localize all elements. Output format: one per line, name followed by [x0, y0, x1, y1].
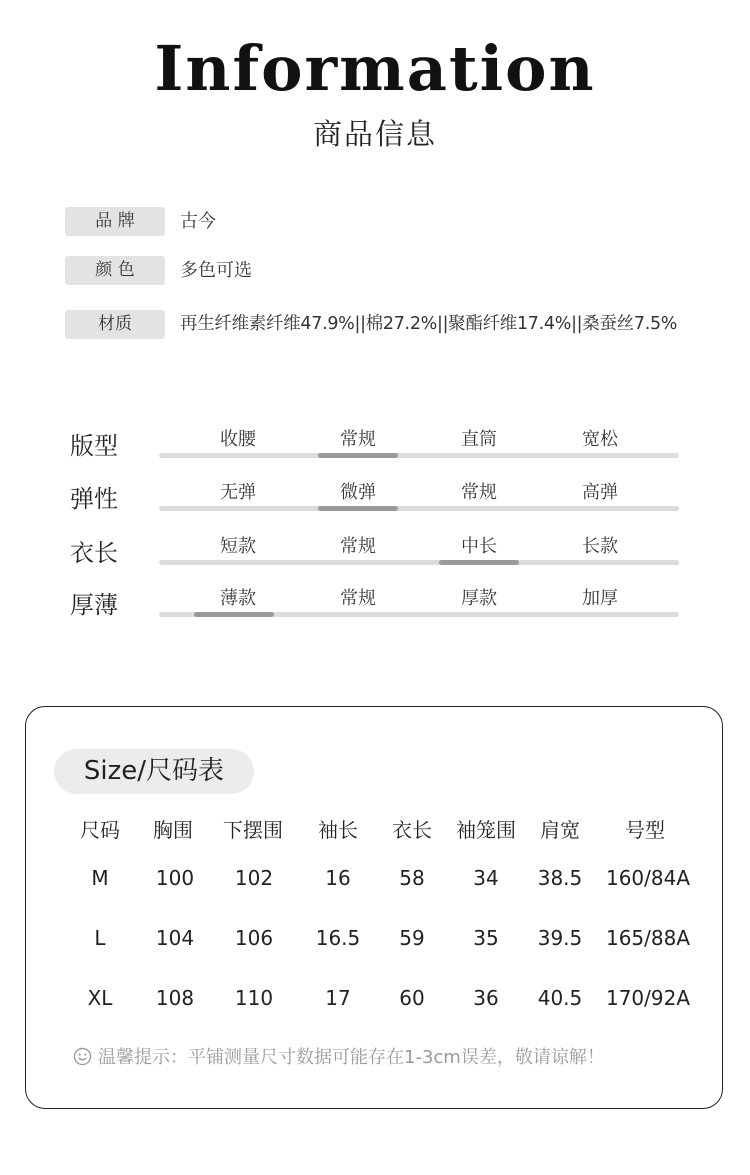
attribute-option: 薄款	[220, 588, 256, 609]
size-table-cell: 16	[325, 866, 351, 890]
size-table-header: 号型	[625, 818, 665, 842]
attribute-selected-marker	[318, 506, 398, 511]
size-table-cell: 38.5	[537, 866, 583, 890]
attribute-option: 中长	[461, 536, 497, 557]
attribute-name: 弹性	[70, 485, 118, 513]
attribute-option: 常规	[340, 588, 376, 609]
size-table-cell: 39.5	[537, 926, 583, 950]
size-table-cell: 40.5	[537, 986, 583, 1010]
size-table-cell: 34	[473, 866, 499, 890]
size-chart-title: Size/尺码表	[54, 749, 254, 794]
attribute-option: 加厚	[582, 588, 618, 609]
material-label: 材质	[65, 310, 165, 339]
size-table-cell: XL	[87, 986, 113, 1010]
size-table-header: 胸围	[153, 818, 193, 842]
size-table-cell: 16.5	[315, 926, 361, 950]
attribute-option: 常规	[461, 482, 497, 503]
size-table-header: 肩宽	[540, 818, 580, 842]
size-table-cell: M	[91, 866, 109, 890]
attribute-option: 收腰	[220, 429, 256, 450]
size-table-header: 衣长	[392, 818, 432, 842]
size-table-cell: 165/88A	[605, 926, 691, 950]
attribute-name: 版型	[70, 432, 118, 460]
size-table-cell: 17	[325, 986, 351, 1010]
attribute-option: 厚款	[461, 588, 497, 609]
size-table-header: 袖笼围	[456, 818, 516, 842]
brand-label: 品 牌	[65, 207, 165, 236]
measurement-tip	[73, 1043, 605, 1069]
attribute-option: 常规	[340, 429, 376, 450]
attribute-selected-marker	[318, 453, 398, 458]
attribute-selected-marker	[194, 612, 274, 617]
attribute-option: 宽松	[582, 429, 618, 450]
size-table-cell: 170/92A	[605, 986, 691, 1010]
attribute-option: 无弹	[220, 482, 256, 503]
size-table-cell: L	[94, 926, 106, 950]
brand-value: 古今	[180, 211, 216, 232]
size-table-header: 尺码	[80, 818, 120, 842]
attribute-name: 厚薄	[70, 591, 118, 619]
attribute-option: 微弹	[340, 482, 376, 503]
attribute-selected-marker	[439, 560, 519, 565]
attribute-track	[159, 453, 679, 458]
attribute-option: 长款	[582, 536, 618, 557]
smile-icon	[73, 1047, 92, 1066]
measurement-tip-text: 温馨提示：平铺测量尺寸数据可能存在1-3cm误差，敬请谅解！	[98, 1047, 605, 1068]
size-table-cell: 58	[399, 866, 425, 890]
material-value: 再生纤维素纤维47.9%||棉27.2%||聚酯纤维17.4%||桑蚕丝7.5%	[180, 314, 678, 334]
attribute-name: 衣长	[70, 539, 118, 567]
color-value: 多色可选	[180, 260, 252, 281]
attribute-option: 常规	[340, 536, 376, 557]
size-table-cell: 36	[473, 986, 499, 1010]
attribute-track	[159, 506, 679, 511]
size-table-cell: 60	[399, 986, 425, 1010]
attribute-option: 直筒	[461, 429, 497, 450]
size-table-cell: 160/84A	[605, 866, 691, 890]
size-table-cell: 104	[155, 926, 195, 950]
size-table-cell: 106	[234, 926, 274, 950]
size-table-cell: 100	[155, 866, 195, 890]
attribute-option: 短款	[220, 536, 256, 557]
attribute-option: 高弹	[582, 482, 618, 503]
color-label: 颜 色	[65, 256, 165, 285]
size-table-cell: 102	[234, 866, 274, 890]
size-table-cell: 108	[155, 986, 195, 1010]
size-table-cell: 110	[234, 986, 274, 1010]
size-table-cell: 35	[473, 926, 499, 950]
attribute-track	[159, 560, 679, 565]
size-table-header: 袖长	[318, 818, 358, 842]
size-table-header: 下摆围	[223, 818, 283, 842]
size-table-cell: 59	[399, 926, 425, 950]
page-title-english: Information	[154, 32, 596, 105]
page-title-chinese: 商品信息	[312, 117, 437, 151]
